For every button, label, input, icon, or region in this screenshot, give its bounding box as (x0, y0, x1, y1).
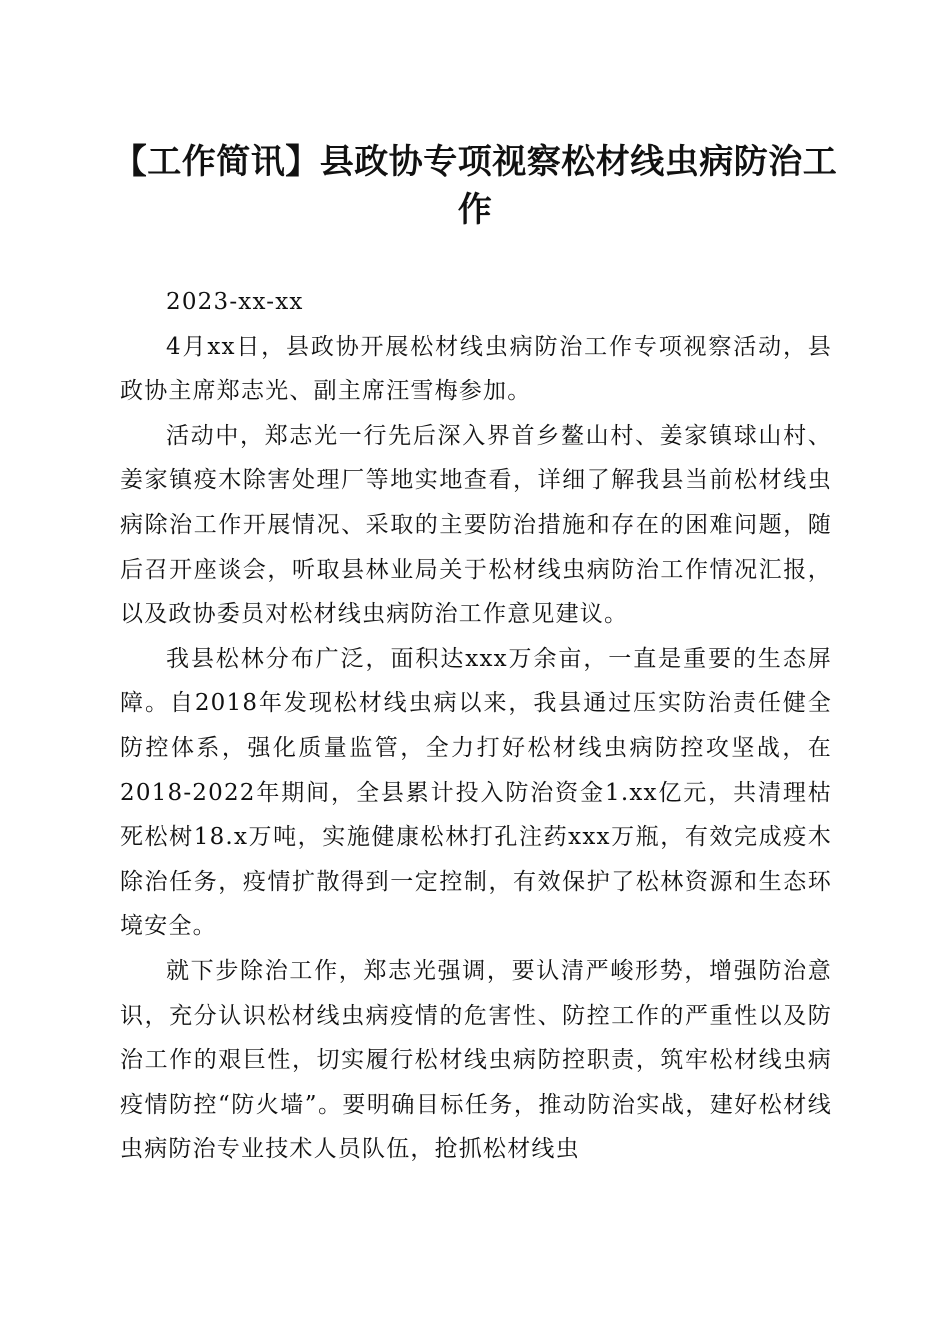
paragraph-2: 活动中，郑志光一行先后深入界首乡鳌山村、姜家镇球山村、姜家镇疫木除害处理厂等地实地查看，详细了解我县当前松材线虫病除治工作开展情况、采取的主要防治措施和存在的困难问题，随后召开座谈会，听取县林业局关于松材线虫病防治工作情况汇报，以及政协委员对松材线虫病防治工作意见建议。 (120, 422, 832, 628)
date-line: 2023-xx-xx (166, 289, 304, 315)
paragraph-4: 就下步除治工作，郑志光强调，要认清严峻形势，增强防治意识，充分认识松材线虫病疫情的危害性、防控工作的严重性以及防治工作的艰巨性，切实履行松材线虫病防控职责，筑牢松材线虫病疫情防控“防火墙”。要明确目标任务，推动防治实战，建好松材线虫病防治专业技术人员队伍，抢抓松材线虫 (120, 957, 832, 1163)
page-title: 【工作简讯】县政协专项视察松材线虫病防治工作 (112, 142, 838, 230)
paragraph-3: 我县松林分布广泛，面积达xxx万余亩，一直是重要的生态屏障。自2018年发现松材线虫病以来，我县通过压实防治责任健全防控体系，强化质量监管，全力打好松材线虫病防控攻坚战，在2018-2022年期间，全县累计投入防治资金1.xx亿元，共清理枯死松树18.x万吨，实施健康松林打孔注药xxx万瓶，有效完成疫木除治任务，疫情扩散得到一定控制，有效保护了松林资源和生态环境安全。 (120, 645, 832, 940)
article-body (120, 280, 832, 1172)
paragraph-1: 4月xx日，县政协开展松材线虫病防治工作专项视察活动，县政协主席郑志光、副主席汪雪梅参加。 (120, 333, 832, 405)
